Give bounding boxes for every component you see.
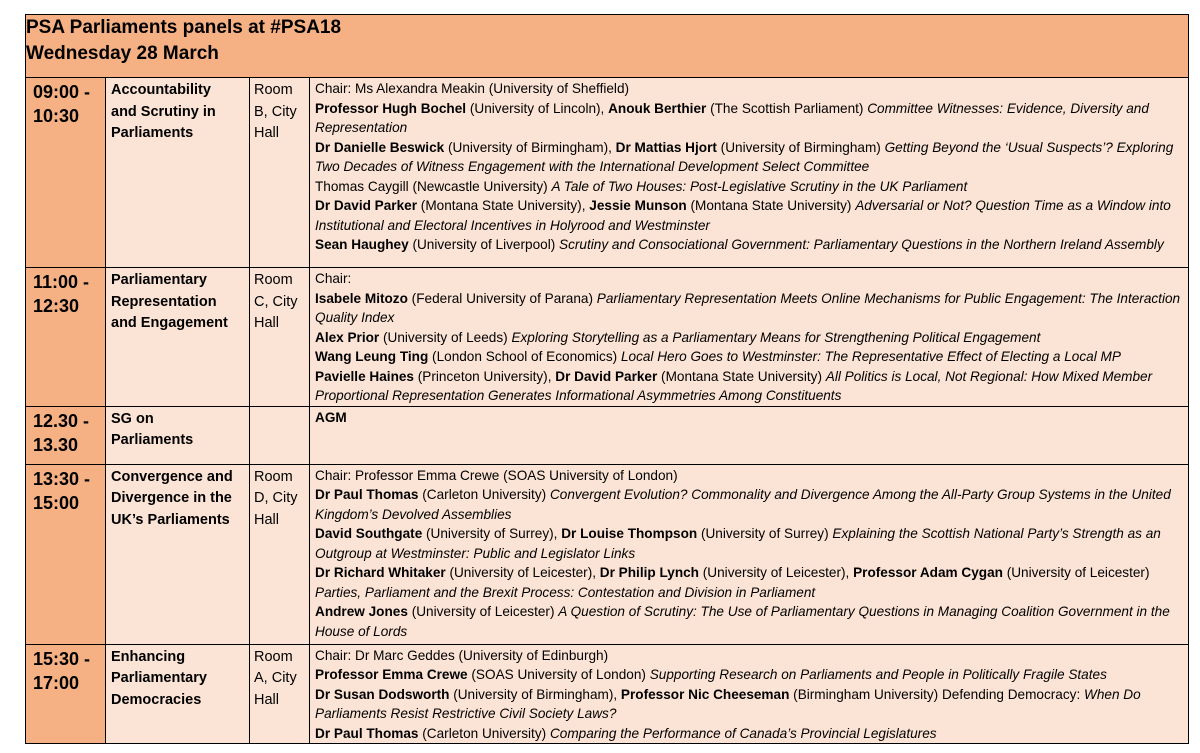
session-theme xyxy=(106,406,250,464)
author-name: Dr Paul Thomas xyxy=(315,725,419,741)
author-affiliation: (University of Birmingham), xyxy=(444,139,616,155)
author-name: Dr David Parker xyxy=(315,198,418,213)
author-affiliation: (Montana State University) xyxy=(657,368,826,384)
author-affiliation: (University of Leicester), xyxy=(699,565,854,580)
session-row xyxy=(26,464,1189,644)
session-time-line: 13.30 xyxy=(33,434,79,455)
author-affiliation: (Carleton University) xyxy=(418,487,550,502)
author-name: Dr Richard Whitaker xyxy=(315,565,446,580)
author-name: Sean Haughey xyxy=(315,237,409,252)
session-theme-line: Accountability xyxy=(111,82,211,98)
session-papers xyxy=(310,644,1189,744)
session-room xyxy=(250,644,310,744)
author-name: Isabele Mitozo xyxy=(315,290,408,306)
session-chair: Chair: Dr Marc Geddes (University of Edinburgh) xyxy=(315,647,609,663)
session-time-line: 10:30 xyxy=(33,106,80,126)
session-theme-line: and Engagement xyxy=(111,315,228,331)
author-affiliation: (University of Lincoln), xyxy=(466,100,609,116)
author-affiliation: (University of Leicester) xyxy=(407,604,559,619)
paper-title: Supporting Research on Parliaments and People in Politically Fragile States xyxy=(649,667,1107,682)
author-affiliation: (Federal University of Parana) xyxy=(407,290,597,306)
session-room xyxy=(250,268,310,407)
author-name: David Southgate xyxy=(315,526,423,541)
paper-entry xyxy=(315,138,1184,177)
author-name: Andrew Jones xyxy=(315,604,408,619)
session-theme-line: Convergence and xyxy=(111,468,233,485)
paper-title: Getting Beyond the ‘Usual Suspects’? Exploring Two Decades of Witness Engagement with the International Development Select Committee xyxy=(315,139,1174,174)
session-theme-line: Parliaments xyxy=(111,432,194,448)
author-name: Dr Louise Thompson xyxy=(561,526,698,541)
session-room-line: Hall xyxy=(254,125,279,141)
session-room-line: Room xyxy=(254,82,293,98)
author-name: Alex Prior xyxy=(315,329,380,345)
author-affiliation: (University of Surrey) xyxy=(697,526,833,541)
paper-entry xyxy=(315,99,1184,138)
session-time-line: 11:00 - xyxy=(33,272,90,292)
author-affiliation: (University of Leeds) xyxy=(379,329,512,345)
session-theme-line: Divergence in the xyxy=(111,490,232,506)
paper-entry xyxy=(315,177,1184,197)
author-affiliation: (The Scottish Parliament) xyxy=(706,100,868,116)
session-room-line: Hall xyxy=(254,315,279,331)
paper-entry xyxy=(315,724,1184,744)
session-theme xyxy=(106,78,250,268)
session-time-line: 17:00 xyxy=(33,672,80,693)
author-name: Dr David Parker xyxy=(555,368,658,384)
paper-title: A Question of Scrutiny: The Use of Parliamentary Questions in Managing Coalition Government in the House of Lords xyxy=(315,604,1170,639)
agm-label: AGM xyxy=(315,409,347,425)
session-room-line: Room xyxy=(254,468,293,485)
author-affiliation: (University of Liverpool) xyxy=(408,237,560,252)
session-time-line: 12.30 - xyxy=(33,410,90,431)
session-chair: Chair: Professor Emma Crewe (SOAS University of London) xyxy=(315,467,678,483)
session-time xyxy=(26,406,106,464)
session-room xyxy=(250,78,310,268)
paper-entry xyxy=(315,665,1184,685)
author-name: Dr Danielle Beswick xyxy=(315,139,445,155)
schedule-table xyxy=(25,14,1189,744)
paper-title: Scrutiny and Consociational Government: Parliamentary Questions in the Northern Ireland Assembly xyxy=(559,237,1164,252)
session-row xyxy=(26,644,1189,744)
paper-title: Comparing the Performance of Canada’s Provincial Legislatures xyxy=(549,725,937,741)
session-papers xyxy=(310,464,1189,644)
title-row xyxy=(26,15,1189,78)
author-name: Anouk Berthier xyxy=(608,100,707,116)
paper-entry xyxy=(315,196,1184,235)
author-affiliation: (London School of Economics) xyxy=(428,349,621,364)
paper-entry xyxy=(315,235,1184,255)
session-room-line: Room xyxy=(254,272,293,288)
session-row xyxy=(26,268,1189,407)
author-name: Jessie Munson xyxy=(589,198,687,213)
session-papers xyxy=(310,268,1189,407)
session-chair: Chair: xyxy=(315,271,352,286)
session-chair: Chair: Ms Alexandra Meakin (University of Sheffield) xyxy=(315,81,630,96)
author-affiliation: (Princeton University), xyxy=(414,368,556,384)
paper-title: Local Hero Goes to Westminster: The Representative Effect of Electing a Local MP xyxy=(620,349,1121,364)
paper-title: Explaining the Scottish National Party’s Strength as an Outgroup at Westminster: Public and Legislator Links xyxy=(315,526,1161,561)
session-theme-line: and Scrutiny in xyxy=(111,103,216,120)
author-affiliation: (Montana State University), xyxy=(417,198,590,213)
paper-title: When Do Parliaments Resist Restrictive Civil Society Laws? xyxy=(315,686,1141,721)
paper-entry xyxy=(315,685,1184,724)
author-affiliation: Thomas Caygill (Newcastle University) xyxy=(315,178,552,194)
session-theme-line: UK’s Parliaments xyxy=(111,511,230,528)
session-time-line: 15:30 - xyxy=(33,648,91,669)
session-room xyxy=(250,464,310,644)
author-name: Professor Nic Cheeseman xyxy=(620,686,790,702)
session-row xyxy=(26,406,1189,464)
session-room-line: Room xyxy=(254,648,293,665)
session-theme-line: SG on xyxy=(111,410,154,427)
session-theme-line: Parliamentary xyxy=(111,670,207,686)
session-theme xyxy=(106,644,250,744)
session-theme-line: Parliamentary xyxy=(111,272,207,288)
title-cell xyxy=(26,15,1189,78)
session-theme-line: Parliaments xyxy=(111,125,194,141)
session-time-line: 15:00 xyxy=(33,492,80,513)
session-room xyxy=(250,406,310,464)
author-affiliation: (University of Birmingham), xyxy=(449,686,621,702)
session-room-line: C, City xyxy=(254,293,298,310)
author-affiliation: (Montana State University) xyxy=(686,198,856,213)
author-affiliation: (University of Leicester), xyxy=(445,565,600,580)
session-room-line: B, City xyxy=(254,103,297,120)
paper-entry xyxy=(315,602,1184,641)
session-room-line: Hall xyxy=(254,691,279,708)
session-papers xyxy=(310,78,1189,268)
session-time xyxy=(26,268,106,407)
session-row xyxy=(26,78,1189,268)
session-theme-line: Democracies xyxy=(111,691,202,708)
paper-title: Adversarial or Not? Question Time as a Window into Institutional and Electoral Incentives in Holyrood and Westminster xyxy=(315,198,1171,233)
paper-entry xyxy=(315,328,1184,348)
author-affiliation: (University of Birmingham) xyxy=(716,139,885,155)
author-affiliation: (Carleton University) xyxy=(418,725,550,741)
session-theme xyxy=(106,464,250,644)
author-affiliation: (SOAS University of London) xyxy=(467,667,650,682)
paper-entry xyxy=(315,524,1184,563)
session-room-line: Hall xyxy=(254,511,279,528)
author-name: Dr Paul Thomas xyxy=(315,487,419,502)
author-name: Wang Leung Ting xyxy=(315,349,429,364)
session-time xyxy=(26,78,106,268)
paper-title: All Politics is Local, Not Regional: How Mixed Member Proportional Representation Generates Informational Asymmetries Among Constituents xyxy=(315,368,1153,403)
paper-title: Parties, Parliament and the Brexit Process: Contestation and Division in Parliament xyxy=(315,584,816,600)
session-room-line: D, City xyxy=(254,490,298,506)
session-papers xyxy=(310,406,1189,464)
author-name: Professor Hugh Bochel xyxy=(315,100,467,116)
paper-entry xyxy=(315,289,1184,328)
session-theme-line: Enhancing xyxy=(111,648,186,665)
session-time-line: 09:00 - xyxy=(33,82,91,102)
session-time-line: 13:30 - xyxy=(33,468,91,489)
document-date: Wednesday 28 March xyxy=(26,43,219,64)
author-name: Professor Emma Crewe xyxy=(315,667,468,682)
author-affiliation: (University of Leicester) xyxy=(1002,565,1150,580)
session-time-line: 12:30 xyxy=(33,296,80,316)
author-affiliation: (Birmingham University) Defending Democracy: xyxy=(789,686,1085,702)
paper-title: Parliamentary Representation Meets Online Mechanisms for Public Engagement: The Interaction Quality Index xyxy=(315,290,1181,325)
author-name: Pavielle Haines xyxy=(315,368,414,384)
author-affiliation: (University of Surrey), xyxy=(422,526,562,541)
author-name: Dr Philip Lynch xyxy=(599,565,699,580)
paper-title: Convergent Evolution? Commonality and Divergence Among the All-Party Group Systems in the United Kingdom’s Devolved Assemblies xyxy=(315,487,1171,522)
session-time xyxy=(26,464,106,644)
document-title: PSA Parliaments panels at #PSA18 xyxy=(26,17,342,38)
paper-entry xyxy=(315,563,1184,602)
author-name: Dr Mattias Hjort xyxy=(615,139,717,155)
session-room-line: A, City xyxy=(254,670,297,686)
paper-entry xyxy=(315,485,1184,524)
session-theme xyxy=(106,268,250,407)
author-name: Professor Adam Cygan xyxy=(853,565,1003,580)
paper-entry xyxy=(315,367,1184,406)
paper-title: Committee Witnesses: Evidence, Diversity and Representation xyxy=(315,100,1149,135)
session-theme-line: Representation xyxy=(111,293,217,310)
session-time xyxy=(26,644,106,744)
author-name: Dr Susan Dodsworth xyxy=(315,686,450,702)
paper-title: Exploring Storytelling as a Parliamentary Means for Strengthening Political Engagement xyxy=(511,329,1041,345)
paper-title: A Tale of Two Houses: Post-Legislative Scrutiny in the UK Parliament xyxy=(551,178,968,194)
paper-entry xyxy=(315,347,1184,367)
